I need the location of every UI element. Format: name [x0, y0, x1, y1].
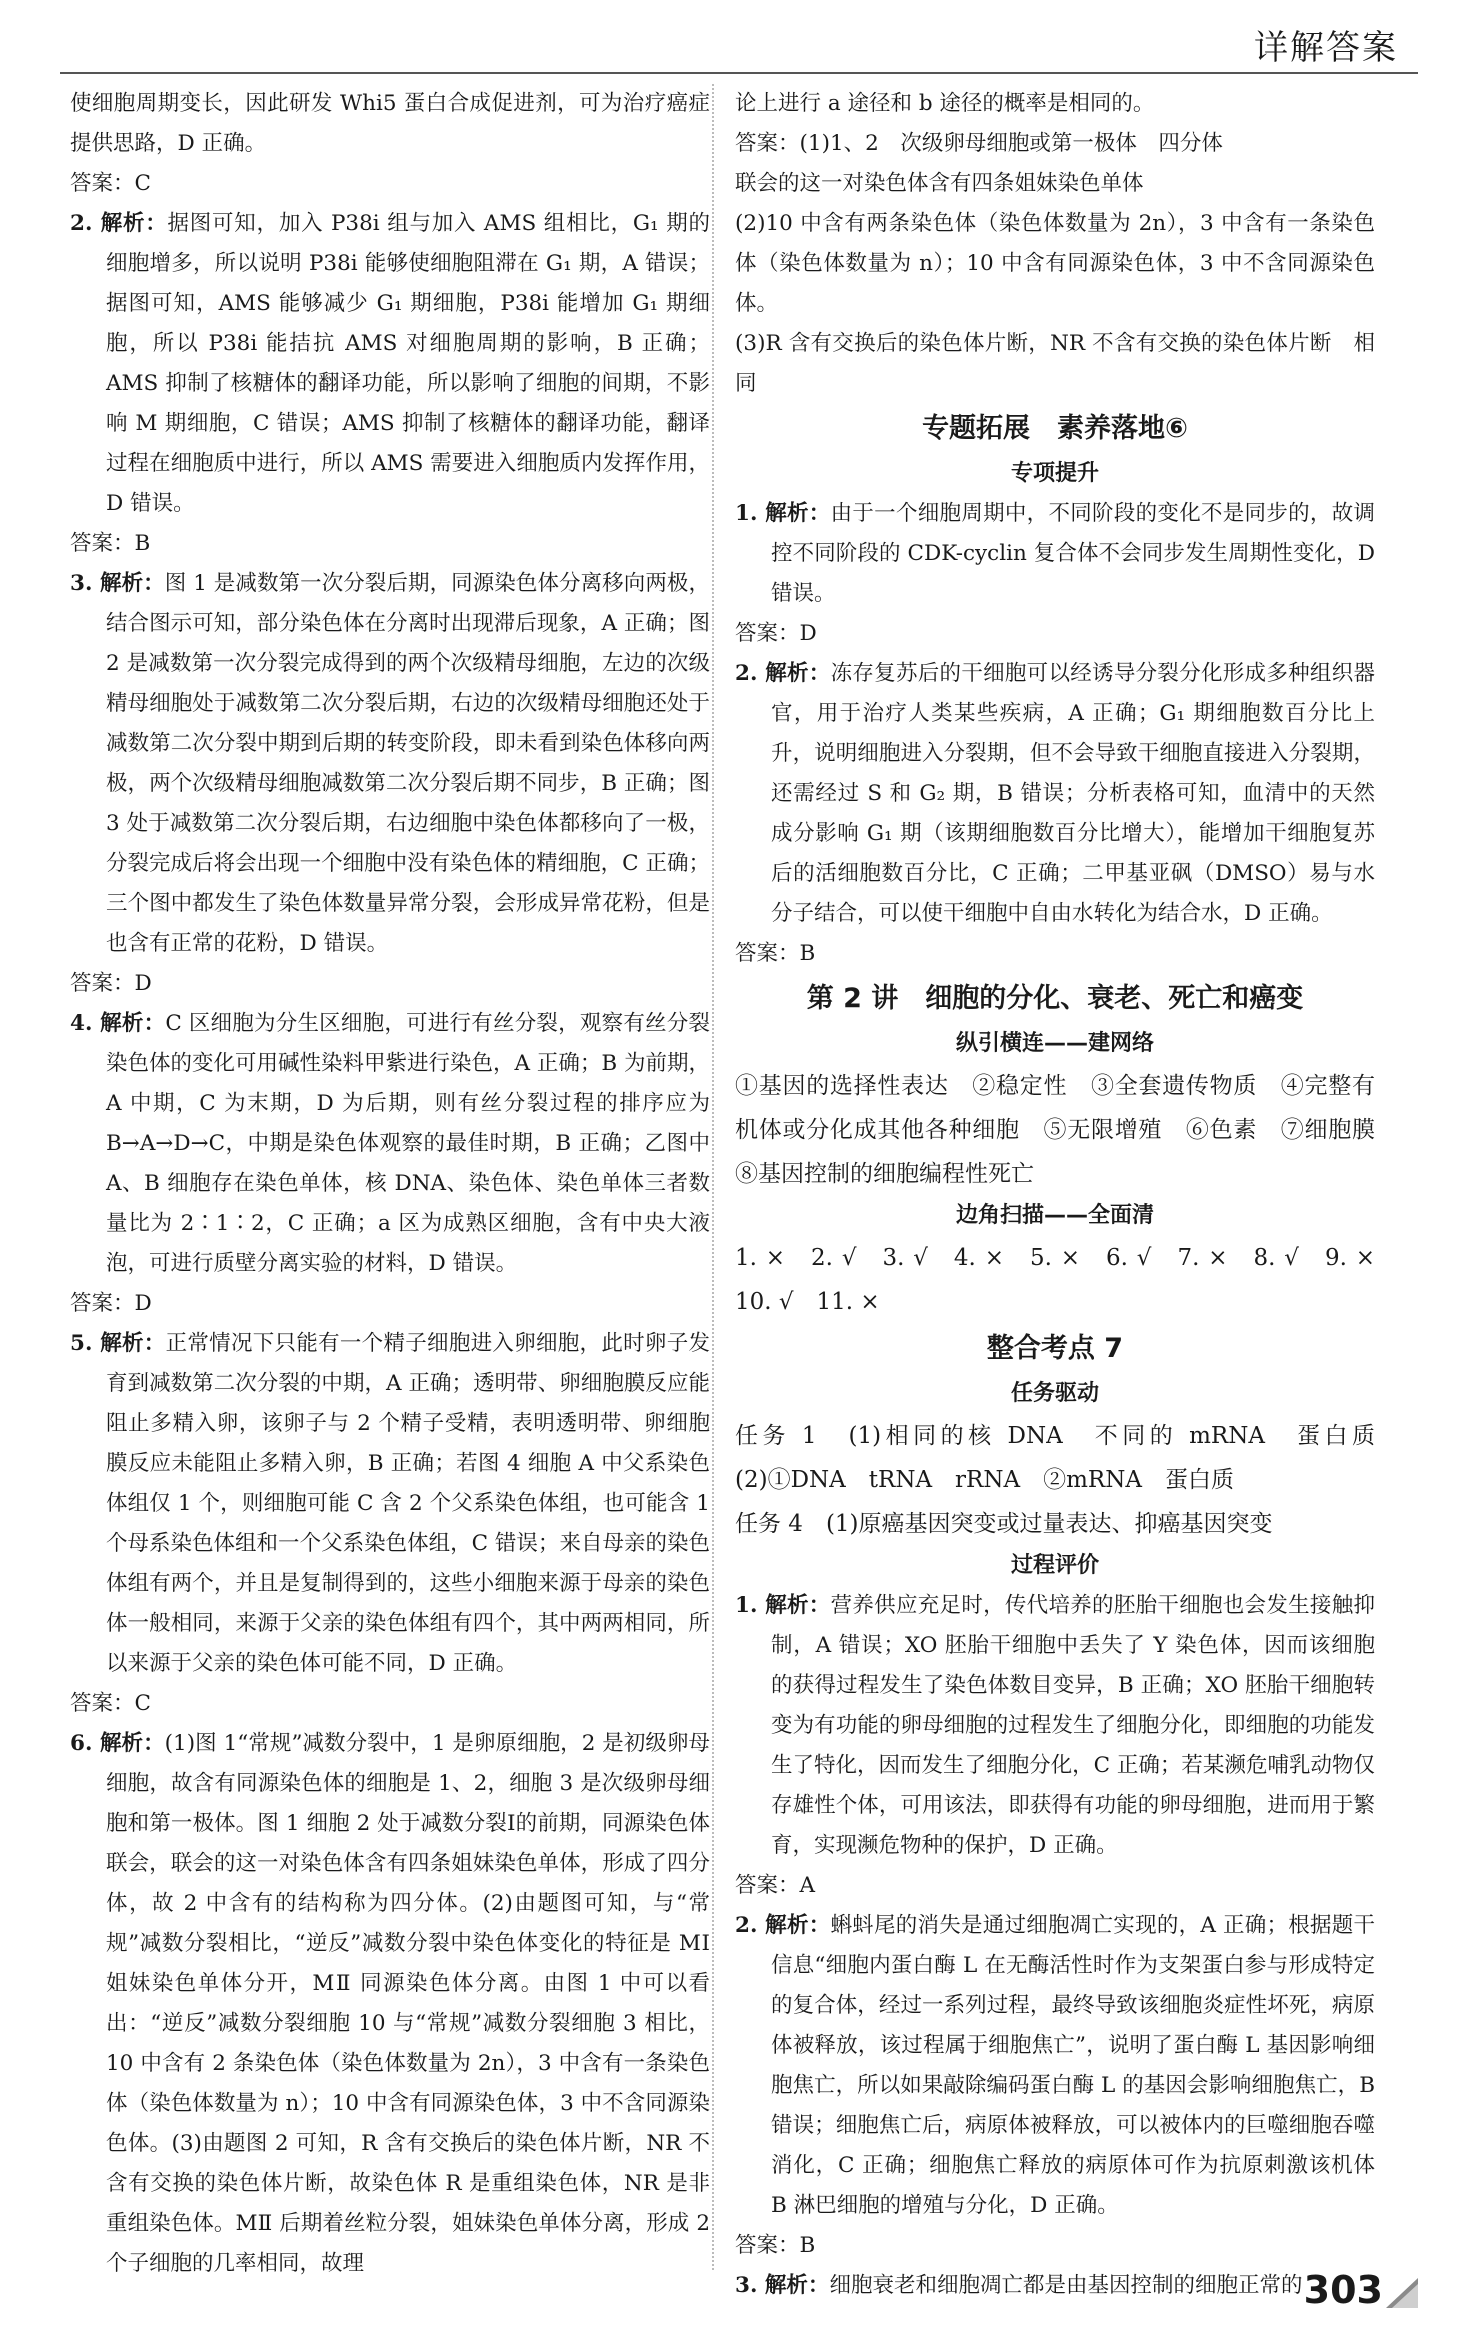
subsection-title: 边角扫描——全面清 — [955, 1203, 1154, 1228]
page-number: 303 — [1303, 2268, 1383, 2312]
answer-line — [735, 614, 1375, 654]
page-corner-mark-icon — [1386, 2278, 1418, 2308]
text-paragraph: (2)10 中含有两条染色体（染色体数量为 2n），3 中含有一条染色体（染色体数量为 n）；10 中含有同源染色体，3 中不含同源染色体。 — [735, 211, 1375, 316]
item-label: 5. 解析： — [70, 1331, 166, 1356]
item-text: D — [134, 1291, 152, 1316]
item-text: D — [134, 971, 152, 996]
explanation-item — [70, 564, 710, 964]
answer-line — [70, 964, 710, 1004]
item-text: B — [799, 941, 816, 966]
explanation-item — [70, 204, 710, 524]
item-text: (1)1、2 次级卵母细胞或第一极体 四分体 — [799, 131, 1223, 156]
explanation-item — [735, 2266, 1375, 2306]
item-label: 答案： — [735, 2233, 800, 2258]
item-text: (1)图 1“常规”减数分裂中，1 是卵原细胞，2 是初级卵母细胞，故含有同源染色体的细胞是 1、2，细胞 3 是次级卵母细胞和第一极体。图 1 细胞 2 处于减数分裂Ⅰ的前期，同源染色体联会，联会的这一对染色体含有四条姐妹染色单体，形成了四分体，故 2 中含有的结构称为四分体。(2)由题图可知，与“常规”减数分裂相比，“逆反”减数分裂中染色体变化的特征是 MⅠ 姐妹染色单体分开，MⅡ 同源染色体分离。由图 1 中可以看出：“逆反”减数分裂细胞 10 与“常规”减数分裂细胞 3 相比，10 中含有 2 条染色体（染色体数量为 2n），3 中含有一条染色体（染色体数量为 n）；10 中含有同源染色体，3 中不含同源染色体。(3)由题图 2 可知，R 含有交换后的染色体片断，NR 不含有交换的染色体片断，故染色体 R 是重组染色体，NR 是非重组染色体。MⅡ 后期着丝粒分裂，姐妹染色单体分离，形成 2 个子细胞的几率相同，故理 — [106, 1731, 710, 2276]
text-paragraph: 使细胞周期变长，因此研发 Whi5 蛋白合成促进剂，可为治疗癌症提供思路，D 正确。 — [70, 91, 710, 156]
item-label: 1. 解析： — [735, 1593, 831, 1618]
item-text: A — [799, 1873, 816, 1898]
item-label: 答案： — [735, 621, 800, 646]
answer-line — [70, 164, 710, 204]
item-text: 据图可知，加入 P38i 组与加入 AMS 组相比，G₁ 期的细胞增多，所以说明 P38i 能够使细胞阻滞在 G₁ 期，A 错误；据图可知，AMS 能够减少 G₁ 期细胞，P38i 能增加 G₁ 期细胞，所以 P38i 能拮抗 AMS 对细胞周期的影响，B 正确；AMS 抑制了核糖体的翻译功能，所以影响了细胞的间期，不影响 M 期细胞，C 错误；AMS 抑制了核糖体的翻译功能，翻译过程在细胞质中进行，所以 AMS 需要进入细胞质内发挥作用，D 错误。 — [106, 211, 711, 516]
item-label: 4. 解析： — [70, 1011, 166, 1036]
item-label: 答案： — [70, 1691, 135, 1716]
text-paragraph: 联会的这一对染色体含有四条姐妹染色单体 — [735, 171, 1144, 196]
answer-line — [735, 934, 1375, 974]
explanation-item — [70, 1004, 710, 1284]
answer-line — [70, 524, 710, 564]
subsection-title: 任务驱动 — [1010, 1381, 1099, 1406]
text-paragraph: ①基因的选择性表达 ②稳定性 ③全套遗传物质 ④完整有机体或分化成其他各种细胞 ⑤无限增殖 ⑥色素 ⑦细胞膜 ⑧基因控制的细胞编程性死亡 — [735, 1073, 1398, 1187]
item-label: 2. 解析： — [735, 1913, 831, 1938]
item-label: 3. 解析： — [70, 571, 165, 596]
answer-line — [735, 1866, 1375, 1906]
item-label: 3. 解析： — [735, 2273, 830, 2298]
section-title: 专题拓展 素养落地⑥ — [922, 413, 1188, 444]
text-paragraph: 任务 4 (1)原癌基因突变或过量表达、抑癌基因突变 — [735, 1511, 1273, 1537]
explanation-item — [735, 1586, 1375, 1866]
item-text: 细胞衰老和细胞凋亡都是由基因控制的细胞正常的 — [829, 2273, 1303, 2298]
item-label: 答案： — [735, 131, 800, 156]
page-header-title: 详解答案 — [1254, 28, 1398, 68]
section-title: 整合考点 7 — [986, 1333, 1124, 1364]
right-column — [735, 84, 1398, 2306]
section-title: 第 2 讲 细胞的分化、衰老、死亡和癌变 — [806, 983, 1304, 1014]
item-text: B — [799, 2233, 816, 2258]
answer-line — [735, 124, 1375, 164]
explanation-item — [70, 1724, 710, 2284]
item-label: 答案： — [70, 971, 135, 996]
item-text: 营养供应充足时，传代培养的胚胎干细胞也会发生接触抑制，A 错误；XO 胚胎干细胞中丢失了 Y 染色体，因而该细胞的获得过程发生了染色体数目变异，B 正确；XO 胚胎干细胞转变为有功能的卵母细胞的过程发生了细胞分化，即细胞的功能发生了特化，因而发生了细胞分化，C 正确；若某濒危哺乳动物仅存雄性个体，可用该法，即获得有功能的卵母细胞，进而用于繁育，实现濒危物种的保护，D 正确。 — [771, 1593, 1375, 1858]
subsection-title: 过程评价 — [1010, 1553, 1099, 1578]
answer-line — [70, 1284, 710, 1324]
answer-line — [70, 1684, 710, 1724]
item-label: 1. 解析： — [735, 501, 831, 526]
explanation-item — [735, 494, 1375, 614]
item-label: 2. 解析： — [735, 661, 831, 686]
explanation-item — [735, 1906, 1375, 2226]
item-label: 答案： — [735, 941, 800, 966]
item-label: 答案： — [70, 531, 135, 556]
item-text: 由于一个细胞周期中，不同阶段的变化不是同步的，故调控不同阶段的 CDK-cyclin 复合体不会同步发生周期性变化，D 错误。 — [771, 501, 1375, 606]
text-paragraph: 论上进行 a 途径和 b 途径的概率是相同的。 — [735, 91, 1155, 116]
item-text: 冻存复苏后的干细胞可以经诱导分裂分化形成多种组织器官，用于治疗人类某些疾病，A 正确；G₁ 期细胞数百分比上升，说明细胞进入分裂期，但不会导致干细胞直接进入分裂期，还需经过 S 和 G₂ 期，B 错误；分析表格可知，血清中的天然成分影响 G₁ 期（该期细胞数百分比增大），能增加干细胞复苏后的活细胞数百分比，C 正确；二甲基亚砜（DMSO）易与水分子结合，可以使干细胞中自由水转化为结合水，D 正确。 — [771, 661, 1375, 926]
item-text: C — [134, 171, 151, 196]
item-label: 答案： — [70, 1291, 135, 1316]
answer-line — [735, 2226, 1375, 2266]
item-text: C — [134, 1691, 151, 1716]
left-column — [70, 84, 710, 2284]
item-text: D — [799, 621, 817, 646]
text-paragraph: (3)R 含有交换后的染色体片断，NR 不含有交换的染色体片断 相同 — [735, 331, 1375, 396]
explanation-item — [735, 654, 1375, 934]
item-text: C 区细胞为分生区细胞，可进行有丝分裂，观察有丝分裂染色体的变化可用碱性染料甲紫进行染色，A 正确；B 为前期，A 中期，C 为末期，D 为后期，则有丝分裂过程的排序应为 B→A→D→C，中期是染色体观察的最佳时期，B 正确；乙图中 A、B 细胞存在染色单体，核 DNA、染色体、染色单体三者数量比为 2∶1∶2，C 正确；a 区为成熟区细胞，含有中央大液泡，可进行质壁分离实验的材料，D 错误。 — [106, 1011, 710, 1276]
item-label: 答案： — [735, 1873, 800, 1898]
subsection-title: 专项提升 — [1010, 461, 1099, 486]
column-divider — [712, 84, 714, 2270]
item-label: 2. 解析： — [70, 211, 168, 236]
subsection-title: 纵引横连——建网络 — [955, 1031, 1154, 1056]
item-text: 图 1 是减数第一次分裂后期，同源染色体分离移向两极，结合图示可知，部分染色体在分离时出现滞后现象，A 正确；图 2 是减数第一次分裂完成得到的两个次级精母细胞，左边的次级精母细胞处于减数第二次分裂后期，右边的次级精母细胞还处于减数第二次分裂中期到后期的转变阶段，即未看到染色体移向两极，两个次级精母细胞减数第二次分裂后期不同步，B 正确；图 3 处于减数第二次分裂后期，右边细胞中染色体都移向了一极，分裂完成后将会出现一个细胞中没有染色体的精细胞，C 正确；三个图中都发生了染色体数量异常分裂，会形成异常花粉，但是也含有正常的花粉，D 错误。 — [106, 571, 710, 956]
text-paragraph: 1. × 2. √ 3. √ 4. × 5. × 6. √ 7. × 8. √ 9. × 10. √ 11. × — [735, 1245, 1398, 1315]
item-text: 蝌蚪尾的消失是通过细胞凋亡实现的，A 正确；根据题干信息“细胞内蛋白酶 L 在无酶活性时作为支架蛋白参与形成特定的复合体，经过一系列过程，最终导致该细胞炎症性坏死，病原体被释放，该过程属于细胞焦亡”，说明了蛋白酶 L 基因影响细胞焦亡，所以如果敲除编码蛋白酶 L 的基因会影响细胞焦亡，B 错误；细胞焦亡后，病原体被释放，可以被体内的巨噬细胞吞噬消化，C 正确；细胞焦亡释放的病原体可作为抗原刺激该机体 B 淋巴细胞的增殖与分化，D 正确。 — [771, 1913, 1375, 2218]
header-rule — [60, 72, 1418, 74]
item-text: B — [134, 531, 151, 556]
item-label: 6. 解析： — [70, 1731, 165, 1756]
item-label: 答案： — [70, 171, 135, 196]
text-paragraph: 任务 1 (1)相同的核 DNA 不同的 mRNA 蛋白质 (2)①DNA tRNA rRNA ②mRNA 蛋白质 — [735, 1423, 1398, 1493]
explanation-item — [70, 1324, 710, 1684]
item-text: 正常情况下只能有一个精子细胞进入卵细胞，此时卵子发育到减数第二次分裂的中期，A 正确；透明带、卵细胞膜反应能阻止多精入卵，该卵子与 2 个精子受精，表明透明带、卵细胞膜反应未能阻止多精入卵，B 正确；若图 4 细胞 A 中父系染色体组仅 1 个，则细胞可能 C 含 2 个父系染色体组，也可能含 1 个母系染色体组和一个父系染色体组，C 错误；来自母亲的染色体组有两个，并且是复制得到的，这些小细胞来源于母亲的染色体一般相同，来源于父亲的染色体组有四个，其中两两相同，所以来源于父亲的染色体可能不同，D 正确。 — [106, 1331, 710, 1676]
